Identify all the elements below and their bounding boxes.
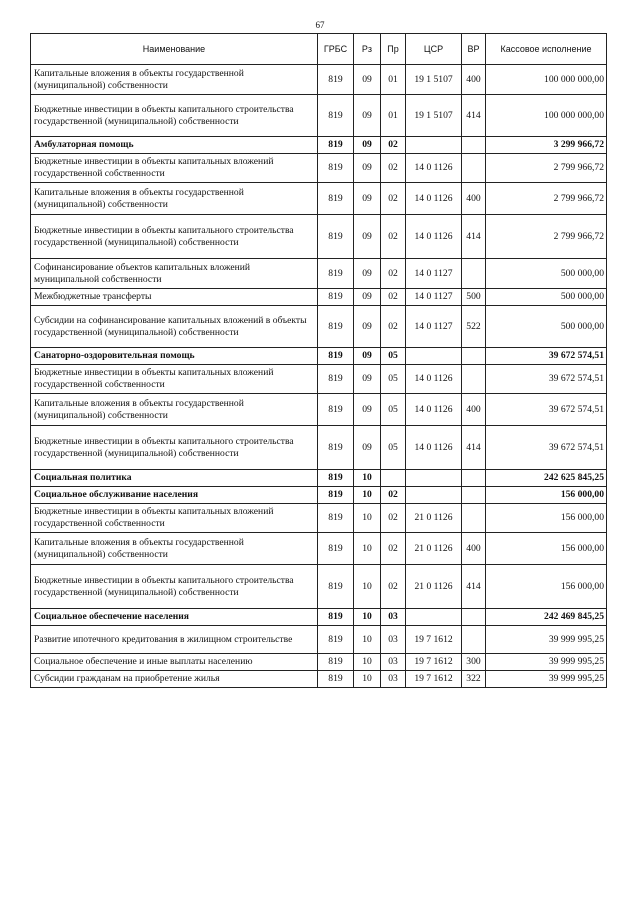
row-pr: 02 xyxy=(381,289,406,306)
row-csr xyxy=(406,609,462,626)
row-rz: 09 xyxy=(354,394,381,426)
row-vr: 300 xyxy=(462,654,486,671)
table-row xyxy=(31,289,607,306)
table-row xyxy=(31,65,607,95)
row-vr xyxy=(462,609,486,626)
table-row xyxy=(31,137,607,154)
row-csr: 19 7 1612 xyxy=(406,654,462,671)
row-grbs: 819 xyxy=(318,394,354,426)
row-vr: 400 xyxy=(462,394,486,426)
row-name: Социальное обслуживание населения xyxy=(31,487,318,504)
row-name: Бюджетные инвестиции в объекты капитального строительства государственной (муниципальной) собственности xyxy=(31,565,318,609)
table-header-row xyxy=(31,34,607,65)
row-vr xyxy=(462,487,486,504)
row-name: Санаторно-оздоровительная помощь xyxy=(31,348,318,365)
row-csr xyxy=(406,348,462,365)
row-rz: 09 xyxy=(354,365,381,394)
row-csr: 14 0 1127 xyxy=(406,306,462,348)
row-grbs: 819 xyxy=(318,426,354,470)
header-name: Наименование xyxy=(31,34,318,65)
row-name: Социальная политика xyxy=(31,470,318,487)
row-vr xyxy=(462,259,486,289)
row-name: Бюджетные инвестиции в объекты капитальных вложений государственной собственности xyxy=(31,365,318,394)
row-vr xyxy=(462,626,486,654)
row-vr xyxy=(462,470,486,487)
row-vr: 400 xyxy=(462,183,486,215)
table-row xyxy=(31,487,607,504)
row-grbs: 819 xyxy=(318,470,354,487)
row-csr: 14 0 1126 xyxy=(406,215,462,259)
row-grbs: 819 xyxy=(318,626,354,654)
row-rz: 09 xyxy=(354,426,381,470)
row-csr: 21 0 1126 xyxy=(406,565,462,609)
row-rz: 10 xyxy=(354,609,381,626)
row-name: Софинансирование объектов капитальных вложений муниципальной собственности xyxy=(31,259,318,289)
row-rz: 09 xyxy=(354,306,381,348)
table-row xyxy=(31,394,607,426)
header-pr: Пр xyxy=(381,34,406,65)
table-row xyxy=(31,183,607,215)
row-rz: 10 xyxy=(354,565,381,609)
row-csr: 14 0 1127 xyxy=(406,289,462,306)
row-name: Капитальные вложения в объекты государственной (муниципальной) собственности xyxy=(31,394,318,426)
row-rz: 09 xyxy=(354,289,381,306)
row-amount: 39 672 574,51 xyxy=(486,394,607,426)
row-pr: 02 xyxy=(381,154,406,183)
row-grbs: 819 xyxy=(318,65,354,95)
header-csr: ЦСР xyxy=(406,34,462,65)
row-grbs: 819 xyxy=(318,348,354,365)
row-amount: 3 299 966,72 xyxy=(486,137,607,154)
row-pr: 02 xyxy=(381,533,406,565)
row-amount: 156 000,00 xyxy=(486,533,607,565)
row-vr xyxy=(462,154,486,183)
row-vr xyxy=(462,348,486,365)
row-pr: 02 xyxy=(381,183,406,215)
row-vr: 500 xyxy=(462,289,486,306)
table-row xyxy=(31,95,607,137)
header-vr: ВР xyxy=(462,34,486,65)
row-grbs: 819 xyxy=(318,504,354,533)
row-rz: 09 xyxy=(354,348,381,365)
row-pr: 05 xyxy=(381,365,406,394)
row-rz: 09 xyxy=(354,215,381,259)
row-grbs: 819 xyxy=(318,609,354,626)
table-row xyxy=(31,533,607,565)
row-pr: 02 xyxy=(381,215,406,259)
row-vr: 522 xyxy=(462,306,486,348)
row-pr: 01 xyxy=(381,65,406,95)
row-name: Развитие ипотечного кредитования в жилищном строительстве xyxy=(31,626,318,654)
row-csr: 19 7 1612 xyxy=(406,626,462,654)
row-grbs: 819 xyxy=(318,533,354,565)
row-rz: 09 xyxy=(354,137,381,154)
row-amount: 39 672 574,51 xyxy=(486,365,607,394)
row-pr: 02 xyxy=(381,565,406,609)
header-amount: Кассовое исполнение xyxy=(486,34,607,65)
row-csr xyxy=(406,487,462,504)
table-row xyxy=(31,426,607,470)
row-name: Капитальные вложения в объекты государственной (муниципальной) собственности xyxy=(31,183,318,215)
row-rz: 10 xyxy=(354,504,381,533)
row-pr: 03 xyxy=(381,671,406,688)
header-grbs: ГРБС xyxy=(318,34,354,65)
row-pr: 03 xyxy=(381,609,406,626)
row-vr xyxy=(462,137,486,154)
row-name: Бюджетные инвестиции в объекты капитальных вложений государственной собственности xyxy=(31,504,318,533)
table-row xyxy=(31,626,607,654)
row-amount: 500 000,00 xyxy=(486,259,607,289)
row-amount: 156 000,00 xyxy=(486,565,607,609)
row-csr: 14 0 1127 xyxy=(406,259,462,289)
table-row xyxy=(31,348,607,365)
row-grbs: 819 xyxy=(318,215,354,259)
row-grbs: 819 xyxy=(318,671,354,688)
row-name: Амбулаторная помощь xyxy=(31,137,318,154)
row-csr: 14 0 1126 xyxy=(406,365,462,394)
row-pr: 02 xyxy=(381,504,406,533)
table-row xyxy=(31,259,607,289)
row-name: Бюджетные инвестиции в объекты капитального строительства государственной (муниципальной) собственности xyxy=(31,215,318,259)
row-amount: 100 000 000,00 xyxy=(486,95,607,137)
table-row xyxy=(31,654,607,671)
row-csr: 14 0 1126 xyxy=(406,426,462,470)
row-pr: 05 xyxy=(381,394,406,426)
row-rz: 10 xyxy=(354,671,381,688)
row-rz: 09 xyxy=(354,183,381,215)
row-csr: 14 0 1126 xyxy=(406,154,462,183)
row-grbs: 819 xyxy=(318,95,354,137)
row-grbs: 819 xyxy=(318,487,354,504)
row-pr: 02 xyxy=(381,306,406,348)
row-pr: 02 xyxy=(381,487,406,504)
row-grbs: 819 xyxy=(318,183,354,215)
row-grbs: 819 xyxy=(318,289,354,306)
row-csr xyxy=(406,470,462,487)
row-amount: 156 000,00 xyxy=(486,487,607,504)
row-name: Межбюджетные трансферты xyxy=(31,289,318,306)
row-vr: 400 xyxy=(462,65,486,95)
row-amount: 242 625 845,25 xyxy=(486,470,607,487)
row-csr: 14 0 1126 xyxy=(406,183,462,215)
budget-table xyxy=(30,33,607,688)
row-name: Социальное обеспечение населения xyxy=(31,609,318,626)
row-vr: 414 xyxy=(462,426,486,470)
row-amount: 156 000,00 xyxy=(486,504,607,533)
row-amount: 500 000,00 xyxy=(486,306,607,348)
row-name: Капитальные вложения в объекты государственной (муниципальной) собственности xyxy=(31,65,318,95)
row-rz: 10 xyxy=(354,533,381,565)
row-vr: 322 xyxy=(462,671,486,688)
row-rz: 10 xyxy=(354,470,381,487)
row-grbs: 819 xyxy=(318,565,354,609)
row-pr: 05 xyxy=(381,348,406,365)
row-name: Социальное обеспечение и иные выплаты населению xyxy=(31,654,318,671)
row-amount: 39 999 995,25 xyxy=(486,626,607,654)
row-amount: 500 000,00 xyxy=(486,289,607,306)
row-rz: 10 xyxy=(354,626,381,654)
row-name: Капитальные вложения в объекты государственной (муниципальной) собственности xyxy=(31,533,318,565)
row-amount: 2 799 966,72 xyxy=(486,183,607,215)
row-csr: 21 0 1126 xyxy=(406,504,462,533)
row-pr: 03 xyxy=(381,654,406,671)
table-row xyxy=(31,365,607,394)
row-amount: 2 799 966,72 xyxy=(486,154,607,183)
row-amount: 2 799 966,72 xyxy=(486,215,607,259)
row-amount: 39 672 574,51 xyxy=(486,426,607,470)
row-csr: 14 0 1126 xyxy=(406,394,462,426)
row-vr: 414 xyxy=(462,215,486,259)
row-name: Бюджетные инвестиции в объекты капитальных вложений государственной собственности xyxy=(31,154,318,183)
row-vr: 414 xyxy=(462,95,486,137)
table-row xyxy=(31,470,607,487)
row-name: Бюджетные инвестиции в объекты капитального строительства государственной (муниципальной) собственности xyxy=(31,95,318,137)
row-amount: 39 672 574,51 xyxy=(486,348,607,365)
table-row xyxy=(31,609,607,626)
row-csr: 19 7 1612 xyxy=(406,671,462,688)
row-amount: 39 999 995,25 xyxy=(486,654,607,671)
row-rz: 10 xyxy=(354,487,381,504)
table-row xyxy=(31,154,607,183)
row-pr: 02 xyxy=(381,259,406,289)
row-amount: 242 469 845,25 xyxy=(486,609,607,626)
header-rz: Рз xyxy=(354,34,381,65)
row-vr: 400 xyxy=(462,533,486,565)
table-row xyxy=(31,504,607,533)
row-grbs: 819 xyxy=(318,154,354,183)
row-grbs: 819 xyxy=(318,654,354,671)
row-grbs: 819 xyxy=(318,365,354,394)
row-csr: 19 1 5107 xyxy=(406,95,462,137)
row-pr: 05 xyxy=(381,426,406,470)
table-row xyxy=(31,671,607,688)
row-rz: 09 xyxy=(354,154,381,183)
row-amount: 100 000 000,00 xyxy=(486,65,607,95)
row-vr xyxy=(462,504,486,533)
row-pr xyxy=(381,470,406,487)
row-grbs: 819 xyxy=(318,306,354,348)
table-row xyxy=(31,565,607,609)
row-name: Бюджетные инвестиции в объекты капитального строительства государственной (муниципальной) собственности xyxy=(31,426,318,470)
row-name: Субсидии гражданам на приобретение жилья xyxy=(31,671,318,688)
table-row xyxy=(31,215,607,259)
row-rz: 09 xyxy=(354,95,381,137)
row-vr xyxy=(462,365,486,394)
row-name: Субсидии на софинансирование капитальных вложений в объекты государственной (муниципальной) собственности xyxy=(31,306,318,348)
row-pr: 02 xyxy=(381,137,406,154)
row-pr: 01 xyxy=(381,95,406,137)
row-grbs: 819 xyxy=(318,137,354,154)
row-grbs: 819 xyxy=(318,259,354,289)
row-rz: 10 xyxy=(354,654,381,671)
row-pr: 03 xyxy=(381,626,406,654)
page-number: 67 xyxy=(315,20,325,30)
row-rz: 09 xyxy=(354,65,381,95)
row-csr xyxy=(406,137,462,154)
table-row xyxy=(31,306,607,348)
row-vr: 414 xyxy=(462,565,486,609)
row-csr: 21 0 1126 xyxy=(406,533,462,565)
row-rz: 09 xyxy=(354,259,381,289)
row-amount: 39 999 995,25 xyxy=(486,671,607,688)
row-csr: 19 1 5107 xyxy=(406,65,462,95)
